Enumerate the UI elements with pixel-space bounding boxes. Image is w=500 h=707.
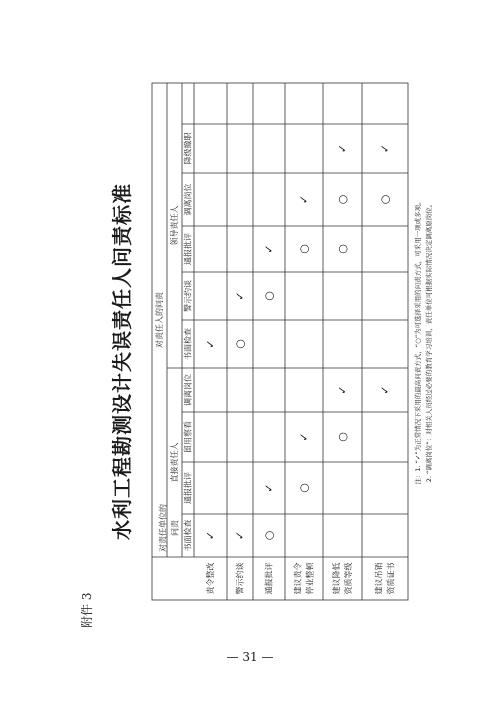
cell-mark-r2-c6: ✓ [233, 291, 247, 301]
note-2: 2. “调离岗位”：对相关人员经过必要的教育学习培训，责任单位可根据实际情况决定调离原岗位。 [425, 200, 433, 483]
cell-mark-r3-c1: ○ [262, 530, 276, 541]
cell-mark-r5-c4: ✓ [336, 385, 349, 395]
column-header-4: 调离岗位 [183, 374, 193, 406]
corner-header-line1: 对责任单位的 [158, 504, 168, 552]
cell-mark-r5-c7: ○ [336, 244, 349, 254]
cell-mark-r6-c4: ✓ [378, 385, 392, 395]
row-header-3: 通报批评 [264, 562, 274, 595]
cell-mark-r1-c5: ✓ [204, 339, 217, 349]
attachment-label: 附件 3 [80, 592, 94, 628]
column-header-6: 警示约谈 [183, 280, 193, 312]
note-1: 注：1. “✓”为正常情况下采用的最高问责方式，“○”为可选择采用的问责方式，可采用一项或多项。 [414, 198, 422, 485]
group-direct-header: 直接责任人 [170, 442, 179, 483]
cell-mark-r1-c1: ✓ [204, 530, 217, 541]
row-header-5-line1: 建议降低 [332, 562, 341, 595]
row-header-4-line2: 停业整顿 [305, 562, 315, 595]
cell-mark-r4-c7: ○ [297, 244, 311, 254]
group-person-header: 对责任人的问责 [155, 292, 164, 348]
column-header-2: 通报批评 [183, 472, 193, 504]
row-header-6-line1: 建议吊销 [374, 562, 384, 595]
cell-mark-r6-c8: ○ [378, 194, 392, 205]
column-header-1: 书面检查 [183, 519, 193, 552]
row-header-2: 警示约谈 [235, 562, 245, 595]
row-header-1: 责令整改 [206, 562, 215, 595]
cell-mark-r4-c2: ○ [297, 483, 311, 493]
cell-mark-r4-c3: ✓ [297, 432, 311, 442]
page-number: — 31 — [226, 650, 274, 664]
group-leader-header: 领导责任人 [170, 205, 179, 246]
cell-mark-r5-c8: ○ [336, 194, 349, 205]
cell-mark-r3-c7: ✓ [262, 244, 276, 254]
cell-mark-r3-c6: ○ [262, 291, 276, 301]
document-title: 水利工程勘测设计失误责任人问责标准 [110, 183, 134, 540]
row-header-5-line2: 资质等级 [344, 562, 353, 595]
column-header-8: 调离岗位 [183, 183, 193, 216]
cell-mark-r5-c9: ✓ [336, 143, 349, 154]
cell-mark-r2-c5: ○ [233, 339, 247, 349]
column-header-3: 留用察看 [183, 421, 193, 453]
cell-mark-r5-c3: ○ [336, 432, 349, 442]
column-header-7: 通报批评 [183, 233, 193, 265]
cell-mark-r2-c1: ✓ [233, 530, 247, 541]
column-header-5: 书面检查 [183, 328, 193, 360]
cell-mark-r3-c2: ✓ [262, 483, 276, 493]
row-header-4-line1: 建议责令 [293, 562, 303, 595]
column-header-9: 降级撤职 [183, 132, 193, 165]
cell-mark-r4-c8: ✓ [297, 194, 311, 205]
cell-mark-r6-c9: ✓ [378, 143, 392, 154]
row-header-6-line2: 资质证书 [386, 562, 396, 595]
corner-header-line2: 问责 [170, 520, 180, 536]
